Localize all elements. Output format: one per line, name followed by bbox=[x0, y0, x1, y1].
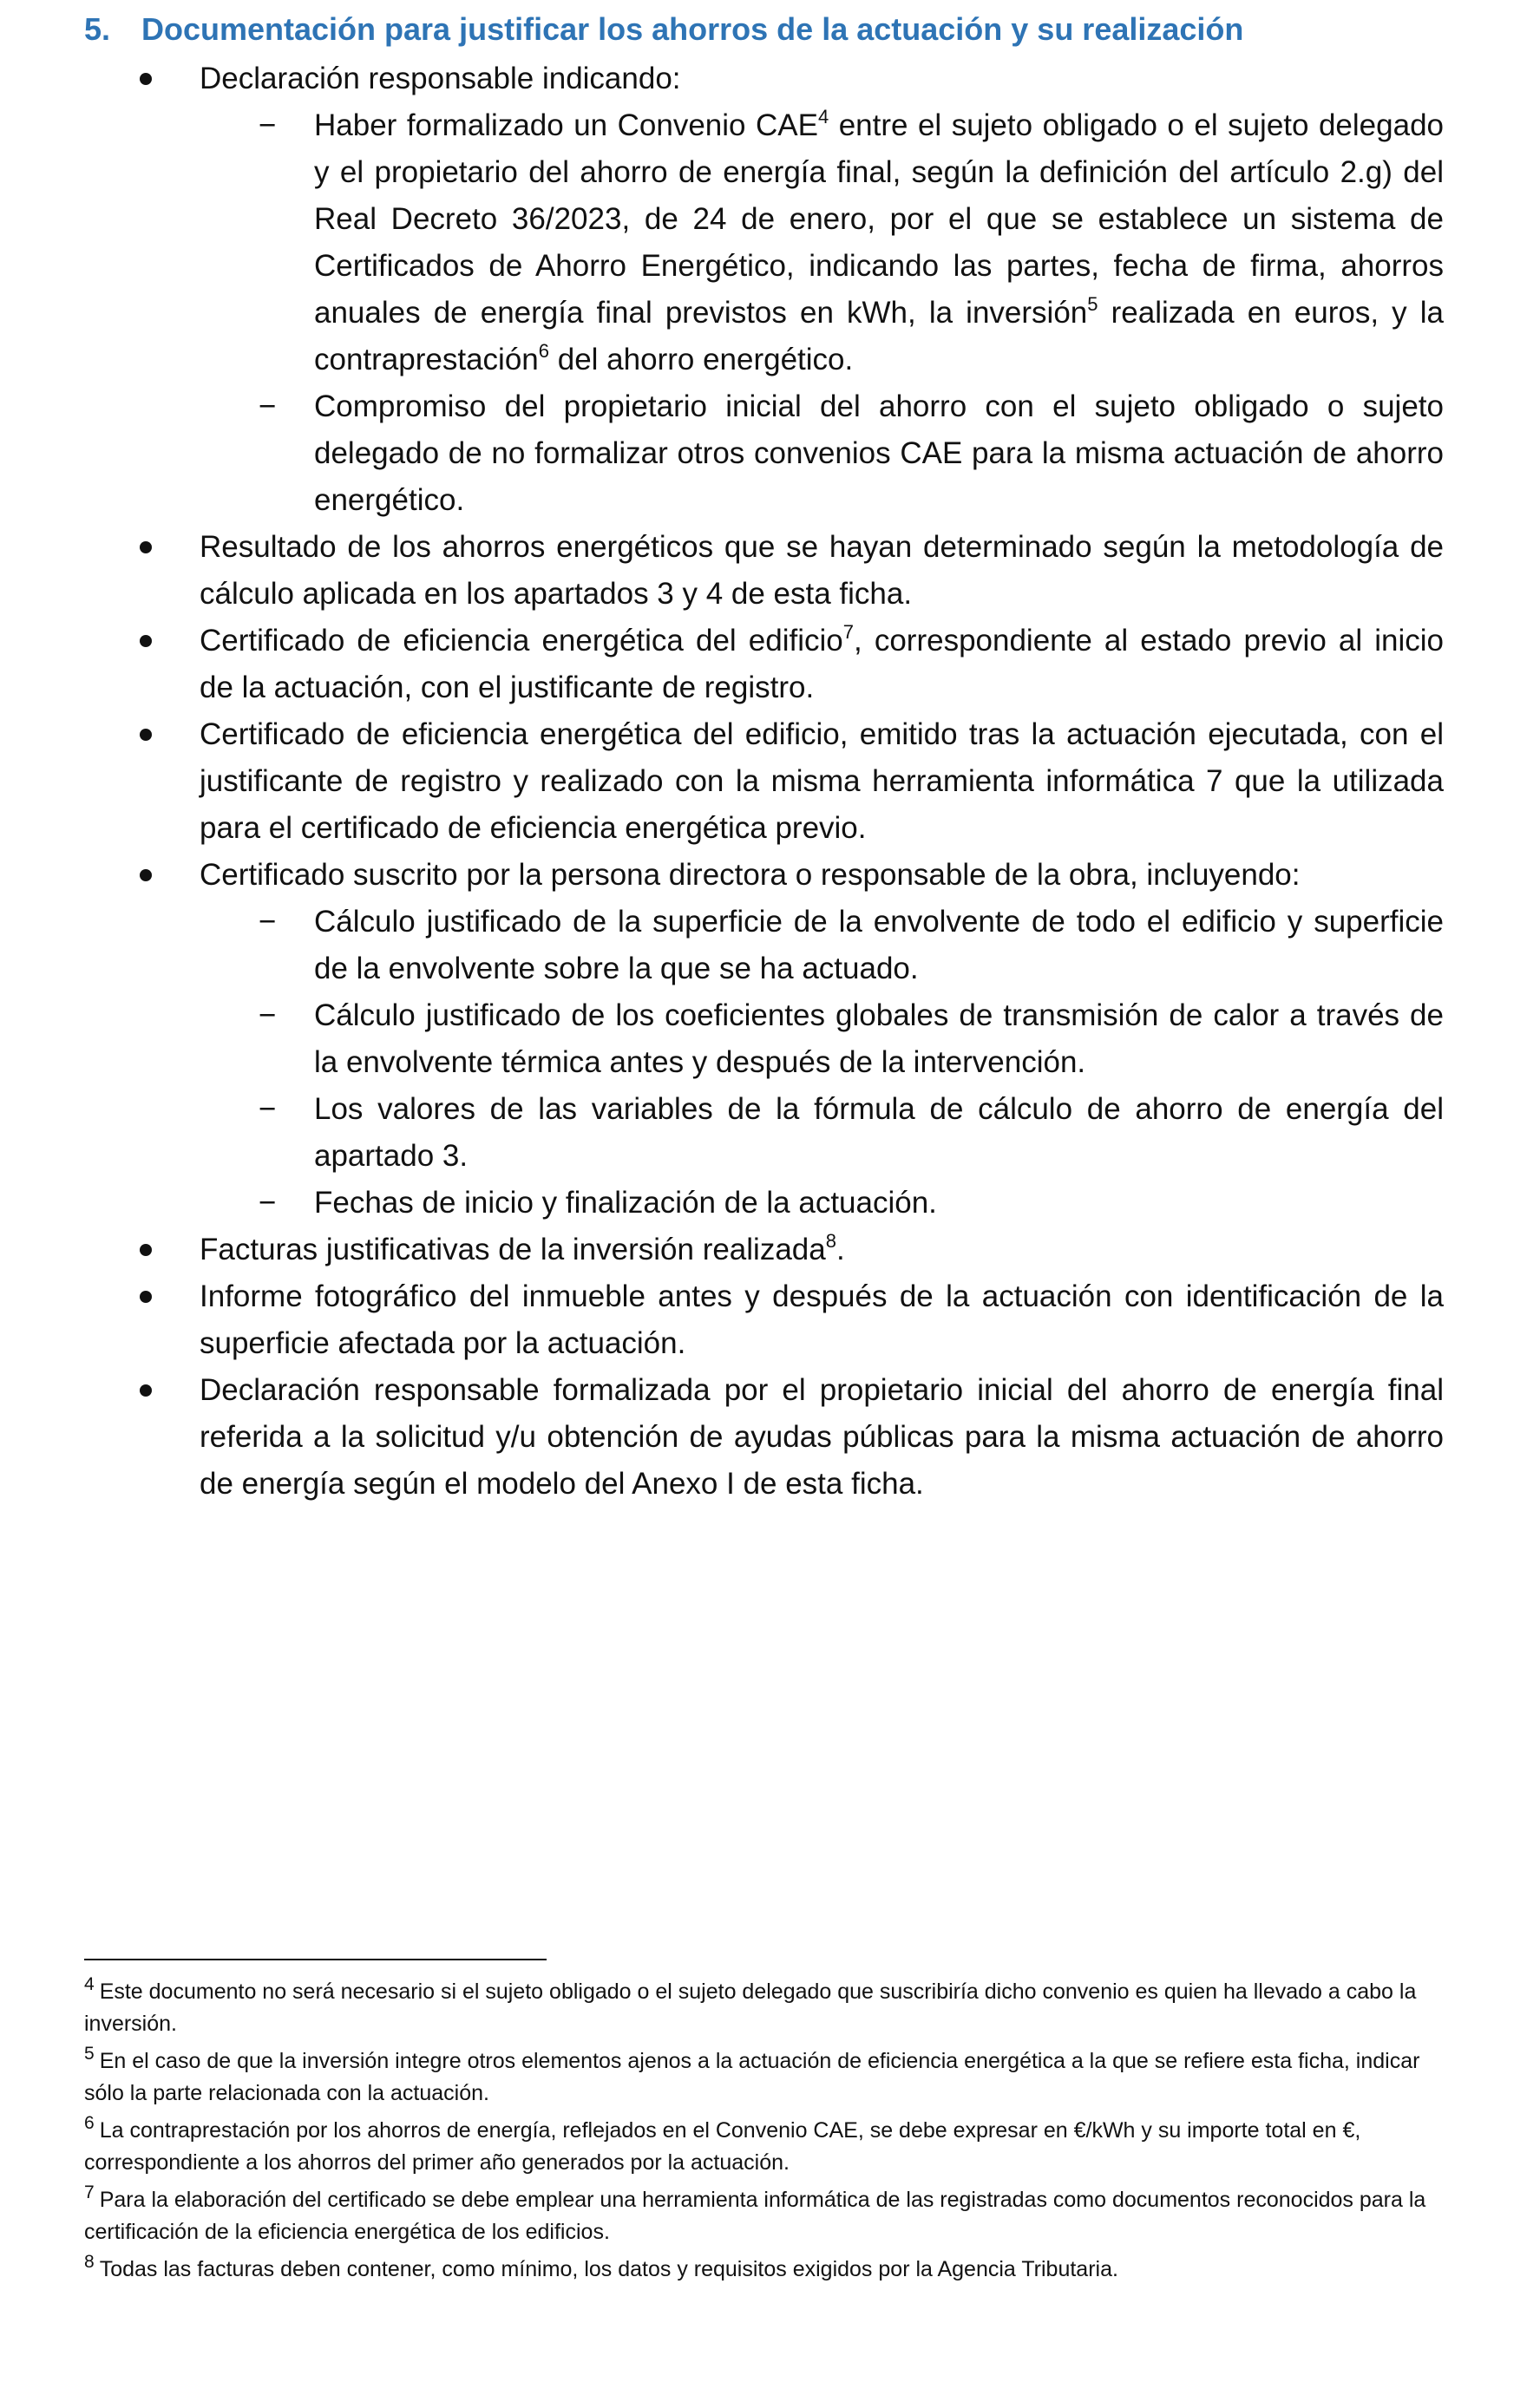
section-heading bbox=[84, 9, 1243, 50]
sub-list-item bbox=[0, 102, 1540, 383]
sub-list-item bbox=[0, 992, 1540, 1086]
bullet-icon bbox=[140, 73, 152, 85]
sub-list-item bbox=[0, 899, 1540, 992]
bullet-icon bbox=[140, 1291, 152, 1303]
list-item bbox=[0, 1273, 1540, 1367]
dash-icon: − bbox=[259, 389, 277, 423]
list-item bbox=[0, 852, 1540, 899]
list-item-text: Informe fotográfico del inmueble antes y después de la actuación con identificación de la superficie afectada por la actuación. bbox=[200, 1279, 1444, 1360]
footnote-text: Este documento no será necesario si el sujeto obligado o el sujeto delegado que suscribiría dicho convenio es quien ha llevado a cabo la inversión. bbox=[84, 1979, 1417, 2036]
list-item-text: Resultado de los ahorros energéticos que se hayan determinado según la metodología de cálculo aplicada en los apartados 3 y 4 de esta ficha. bbox=[200, 530, 1444, 611]
footnote-number: 7 bbox=[84, 2182, 95, 2202]
footnote-text: En el caso de que la inversión integre otros elementos ajenos a la actuación de eficiencia energética a la que se refiere esta ficha, indicar sólo la parte relacionada con la actuación. bbox=[84, 2049, 1420, 2105]
footnote-text: La contraprestación por los ahorros de energía, reflejados en el Convenio CAE, se debe expresar en €/kWh y su importe total en €, correspondiente a los ahorros del primer año generados por la actuación. bbox=[84, 2118, 1361, 2175]
list-item-text: Declaración responsable indicando: bbox=[200, 62, 681, 95]
footnote-number: 6 bbox=[84, 2113, 95, 2133]
footnotes bbox=[84, 1976, 1444, 2291]
list-item bbox=[0, 1227, 1540, 1273]
sub-item-text-cont: entre el sujeto obligado o el sujeto delegado y el propietario del ahorro de energía final, según la definición del artículo 2.g) del Real Decreto 36/2023, de 24 de enero, por el que se establece un sistema de Certificados de Ahorro Energético, indicando las partes, fecha de firma, ahorros anuales de energía final previstos en kWh, la inversión bbox=[314, 108, 1444, 330]
footnote-number: 4 bbox=[84, 1974, 95, 1994]
sub-item-text-cont: realizada en euros, y la contraprestación bbox=[314, 296, 1444, 376]
list-item-text-cont: , correspondiente al estado previo al inicio de la actuación, con el justificante de registro. bbox=[200, 624, 1444, 704]
bullet-icon bbox=[140, 729, 152, 741]
sub-item-text: Cálculo justificado de la superficie de la envolvente de todo el edificio y superficie de la envolvente sobre la que se ha actuado. bbox=[314, 905, 1444, 985]
list-item bbox=[0, 711, 1540, 852]
footnote-ref[interactable]: 7 bbox=[842, 621, 854, 643]
footnote-ref[interactable]: 4 bbox=[817, 106, 829, 128]
section-number: 5. bbox=[84, 11, 111, 47]
footnote bbox=[84, 2115, 1444, 2179]
dash-icon: − bbox=[259, 108, 277, 142]
footnote-number: 8 bbox=[84, 2252, 95, 2272]
sub-list-item bbox=[0, 383, 1540, 524]
sub-item-text: Los valores de las variables de la fórmula de cálculo de ahorro de energía del apartado 3. bbox=[314, 1092, 1444, 1173]
sub-item-text: Cálculo justificado de los coeficientes globales de transmisión de calor a través de la envolvente térmica antes y después de la intervención. bbox=[314, 998, 1444, 1079]
dash-icon: − bbox=[259, 905, 277, 939]
sub-item-text-cont: del ahorro energético. bbox=[549, 343, 854, 376]
footnote bbox=[84, 2184, 1444, 2248]
sub-list-item bbox=[0, 1180, 1540, 1227]
bullet-icon bbox=[140, 541, 152, 553]
footnote-text: Todas las facturas deben contener, como mínimo, los datos y requisitos exigidos por la Agencia Tributaria. bbox=[99, 2257, 1118, 2281]
list-item bbox=[0, 524, 1540, 618]
sub-list-item bbox=[0, 1086, 1540, 1180]
footnote-ref[interactable]: 5 bbox=[1087, 293, 1098, 315]
footnote bbox=[84, 2254, 1444, 2286]
bullet-icon bbox=[140, 869, 152, 881]
list-item bbox=[0, 1367, 1540, 1508]
list-item-text: Declaración responsable formalizada por el propietario inicial del ahorro de energía final referida a la solicitud y/u obtención de ayudas públicas para la misma actuación de ahorro de energía según el modelo del Anexo I de esta ficha. bbox=[200, 1373, 1444, 1501]
footnote-text: Para la elaboración del certificado se debe emplear una herramienta informática de las registradas como documentos reconocidos para la certificación de la eficiencia energética de los edificios. bbox=[84, 2188, 1426, 2244]
list-item-text-cont: . bbox=[836, 1233, 845, 1266]
dash-icon: − bbox=[259, 998, 277, 1032]
bullet-icon bbox=[140, 1244, 152, 1256]
sub-item-text: Haber formalizado un Convenio CAE bbox=[314, 108, 818, 142]
dash-icon: − bbox=[259, 1092, 277, 1126]
requirements-list bbox=[0, 56, 1540, 1508]
list-item-text: Certificado de eficiencia energética del edificio, emitido tras la actuación ejecutada, con el justificante de registro y realizado con la misma herramienta informática 7 que la utilizada para el certificado de eficiencia energética previo. bbox=[200, 717, 1444, 845]
list-item-text: Facturas justificativas de la inversión realizada bbox=[200, 1233, 826, 1266]
bullet-icon bbox=[140, 1384, 152, 1397]
sub-item-text: Fechas de inicio y finalización de la actuación. bbox=[314, 1186, 937, 1220]
list-item-text: Certificado de eficiencia energética del edificio bbox=[200, 624, 843, 658]
bullet-icon bbox=[140, 635, 152, 647]
dash-icon: − bbox=[259, 1186, 277, 1220]
list-item-text: Certificado suscrito por la persona directora o responsable de la obra, incluyendo: bbox=[200, 858, 1301, 892]
footnote bbox=[84, 1976, 1444, 2040]
footnote-divider bbox=[84, 1959, 547, 1960]
footnote-ref[interactable]: 6 bbox=[538, 340, 550, 362]
footnote-number: 5 bbox=[84, 2044, 95, 2064]
section-title: Documentación para justificar los ahorros de la actuación y su realización bbox=[141, 11, 1244, 47]
list-item bbox=[0, 56, 1540, 102]
footnote-ref[interactable]: 8 bbox=[825, 1230, 836, 1252]
footnote bbox=[84, 2045, 1444, 2110]
sub-item-text: Compromiso del propietario inicial del ahorro con el sujeto obligado o sujeto delegado de no formalizar otros convenios CAE para la misma actuación de ahorro energético. bbox=[314, 389, 1444, 517]
list-item bbox=[0, 618, 1540, 711]
